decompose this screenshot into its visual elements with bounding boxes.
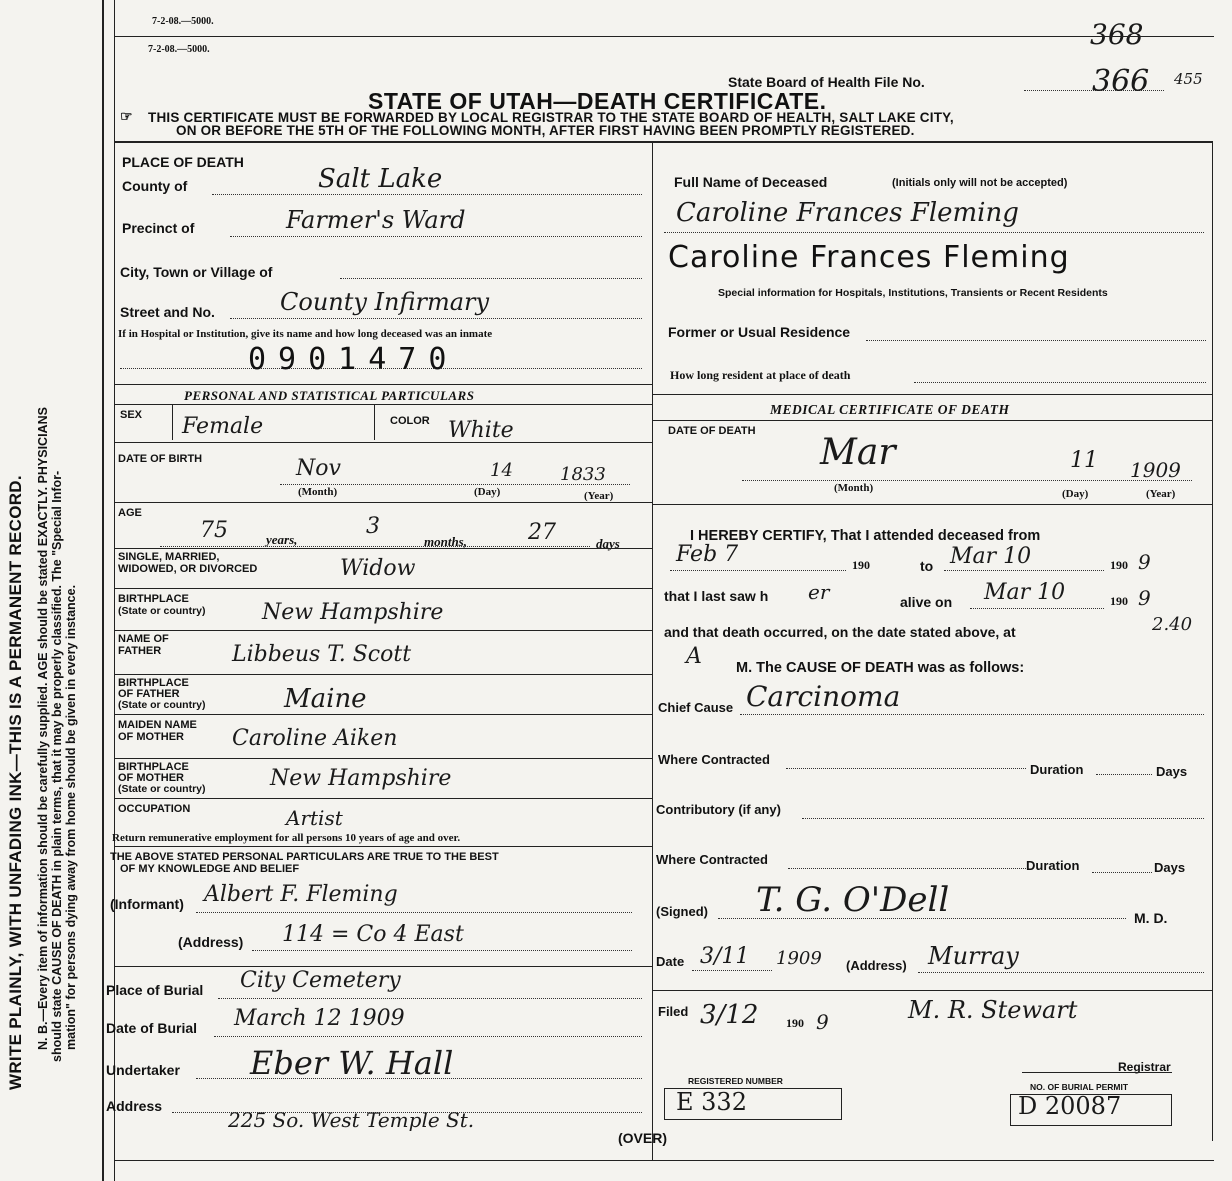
last-saw-line [970, 608, 1104, 609]
medical-top-rule [652, 394, 1212, 395]
informant-address: 114 = Co 4 East [282, 922, 464, 947]
age-years-caption: years, [266, 532, 298, 547]
sex-divider [172, 404, 173, 440]
city-line [340, 278, 642, 279]
undertaker: Eber W. Hall [250, 1044, 454, 1082]
burial-permit-label: NO. OF BURIAL PERMIT [1030, 1082, 1129, 1092]
mother-bp-label-3: (State or country) [118, 783, 206, 795]
father-value: Libbeus T. Scott [232, 642, 412, 667]
dob-day-caption: (Day) [474, 486, 501, 498]
physician-address-label: (Address) [846, 958, 907, 973]
header-top-rule [114, 36, 1214, 37]
main-grid-divider [652, 141, 653, 1161]
last-saw-label: that I last saw h [664, 588, 769, 604]
sign-year: 1909 [776, 948, 822, 969]
main-grid-right [1212, 141, 1213, 1141]
sidebar-line-3: should state CAUSE OF DEATH in plain terms, that it may be properly classified. The "Special Infor- [50, 470, 64, 1062]
precinct-value: Farmer's Ward [286, 206, 466, 234]
mother-bp-label-2: OF MOTHER [118, 772, 184, 784]
physician-signature: T. G. O'Dell [756, 880, 950, 920]
where-contracted-line-2 [788, 868, 1026, 869]
attend-from-line [670, 570, 846, 571]
age-label: AGE [118, 507, 142, 519]
last-saw-her: er [808, 580, 830, 604]
registrar-signature: M. R. Stewart [908, 996, 1078, 1024]
stamp-number: 0901470 [248, 342, 459, 377]
mother-label-2: OF MOTHER [118, 731, 184, 743]
signed-label: (Signed) [656, 904, 708, 919]
main-grid-top [114, 141, 1212, 143]
sign-date: 3/11 [700, 944, 750, 969]
age-years: 75 [200, 518, 228, 543]
father-label-2: FATHER [118, 645, 162, 657]
attend-from: Feb 7 [676, 542, 739, 567]
physician-address: Murray [928, 942, 1019, 970]
father-bp-label-2: OF FATHER [118, 688, 180, 700]
registered-number: E 332 [676, 1088, 747, 1116]
special-info-label: Special information for Hospitals, Institutions, Transients or Recent Residents [718, 287, 1108, 299]
death-date-line [742, 480, 1192, 481]
attend-to-label: to [920, 558, 934, 574]
medical-heading: MEDICAL CERTIFICATE OF DEATH [770, 402, 1010, 417]
father-bp-label-3: (State or country) [118, 699, 206, 711]
undertaker-address: 225 So. West Temple St. [228, 1108, 475, 1132]
file-number: 366 [1092, 64, 1150, 99]
full-name-line [664, 232, 1204, 233]
street-label: Street and No. [120, 304, 215, 320]
marital-label-1: SINGLE, MARRIED, [118, 551, 220, 563]
undertaker-label: Undertaker [106, 1062, 180, 1078]
am-pm: A [686, 644, 702, 669]
resident-label: How long resident at place of death [670, 368, 851, 382]
age-days: 27 [528, 520, 556, 545]
form-left-border [114, 0, 115, 1181]
death-year: 1909 [1130, 458, 1181, 482]
resident-line [914, 382, 1206, 383]
county-value: Salt Lake [318, 164, 443, 194]
sign-rule [652, 990, 1212, 991]
full-name-note: (Initials only will not be accepted) [892, 177, 1068, 189]
death-month-caption: (Month) [834, 482, 874, 494]
occupation-value: Artist [286, 806, 343, 830]
where-contracted-label-2: Where Contracted [656, 852, 768, 867]
former-residence-line [866, 340, 1206, 341]
attend-to: Mar 10 [950, 544, 1032, 569]
instruction-line-2: ON OR BEFORE THE 5TH OF THE FOLLOWING MONTH, AFTER FIRST HAVING BEEN PROMPTLY REGISTERED. [176, 123, 915, 138]
age-months: 3 [366, 514, 380, 539]
days-label-1: Days [1156, 764, 1188, 779]
occupation-label: OCCUPATION [118, 803, 191, 815]
attend-to-190: 190 [1110, 558, 1128, 572]
pointing-hand-icon: ☞ [120, 108, 133, 124]
registrar-label: Registrar [1118, 1060, 1171, 1074]
personal-top-rule [114, 384, 652, 385]
sex-rule [114, 442, 652, 443]
precinct-label: Precinct of [122, 220, 195, 236]
dob-month-caption: (Month) [298, 486, 338, 498]
father-bp-rule [114, 714, 652, 715]
contributory-label: Contributory (if any) [656, 802, 781, 817]
attest-line-1: THE ABOVE STATED PERSONAL PARTICULARS ARE TRUE TO THE BEST [110, 851, 499, 863]
registrar-rule [1022, 1072, 1172, 1073]
personal-heading: PERSONAL AND STATISTICAL PARTICULARS [184, 388, 475, 403]
last-saw-year: 9 [1138, 586, 1151, 610]
burial-permit: D 20087 [1018, 1092, 1122, 1120]
certificate-title: STATE OF UTAH—DEATH CERTIFICATE. [368, 88, 827, 114]
dob-month: Nov [296, 456, 341, 481]
street-line [230, 318, 642, 319]
former-residence-label: Former or Usual Residence [668, 324, 851, 340]
time-of-death: 2.40 [1152, 614, 1193, 635]
duration-label-2: Duration [1026, 858, 1080, 873]
informant-value: Albert F. Fleming [204, 882, 398, 907]
personal-heading-rule [114, 404, 652, 405]
death-date-label: DATE OF DEATH [668, 425, 756, 437]
mother-bp-rule [114, 798, 652, 799]
last-saw-date: Mar 10 [984, 580, 1066, 605]
print-code: 7-2-08.—5000. [148, 44, 210, 55]
physician-address-line [918, 972, 1204, 973]
burial-place: City Cemetery [240, 968, 401, 993]
dob-line [280, 484, 630, 485]
certify-text: I HEREBY CERTIFY, That I attended deceased from [690, 528, 1041, 544]
death-day-caption: (Day) [1062, 488, 1089, 500]
color-label: COLOR [390, 415, 430, 427]
mother-bp-label-1: BIRTHPLACE [118, 761, 189, 773]
mother-value: Caroline Aiken [232, 726, 398, 751]
file-number-label: State Board of Health File No. [728, 74, 925, 90]
where-contracted-label-1: Where Contracted [658, 752, 770, 767]
father-bp-value: Maine [284, 684, 367, 714]
sex-label: SEX [120, 409, 143, 421]
undertaker-address-label: Address [106, 1098, 163, 1114]
file-number-side: 455 [1174, 70, 1203, 88]
full-name-script: Caroline Frances Fleming [676, 198, 1019, 228]
where-contracted-line-1 [786, 768, 1026, 769]
death-date-rule [652, 504, 1212, 505]
father-label-1: NAME OF [118, 633, 169, 645]
burial-place-line [218, 998, 642, 999]
county-line [212, 194, 642, 195]
informant-address-label: (Address) [178, 934, 244, 950]
filed-year-suffix: 9 [816, 1010, 829, 1034]
father-rule [114, 674, 652, 675]
precinct-line [230, 236, 642, 237]
burial-date-line [214, 1036, 642, 1037]
chief-cause-label: Chief Cause [658, 700, 734, 715]
dob-label: DATE OF BIRTH [118, 453, 203, 465]
attest-line-2: OF MY KNOWLEDGE AND BELIEF [120, 863, 300, 875]
sidebar-line-4: mation" for persons dying away from home should be given in every instance. [64, 584, 78, 1050]
sex-value: Female [182, 414, 264, 439]
sidebar-line-2: N. B.—Every item of information should be carefully supplied. AGE should be stated EXACTLY. PHYSICIANS [36, 407, 50, 1050]
burial-date-label: Date of Burial [106, 1020, 198, 1036]
sign-date-label: Date [656, 954, 685, 969]
occupation-rule [114, 846, 652, 847]
burial-date: March 12 1909 [234, 1006, 405, 1031]
birthplace-label-1: BIRTHPLACE [118, 593, 189, 605]
marital-value: Widow [340, 556, 416, 581]
burial-place-label: Place of Burial [106, 982, 204, 998]
duration-line-2 [1092, 872, 1152, 873]
duration-line-1 [1096, 774, 1152, 775]
city-label: City, Town or Village of [120, 264, 273, 280]
filed-date: 3/12 [700, 1000, 759, 1030]
md-label: M. D. [1134, 910, 1168, 926]
duration-label-1: Duration [1030, 762, 1084, 777]
dob-year: 1833 [560, 464, 606, 485]
age-line [160, 546, 590, 547]
attend-to-year: 9 [1138, 550, 1151, 574]
sidebar-divider [102, 0, 104, 1181]
informant-label: (Informant) [110, 896, 184, 912]
medical-heading-rule [652, 420, 1212, 421]
county-label: County of [122, 178, 188, 194]
street-value: County Infirmary [280, 288, 490, 316]
filed-year-print: 190 [786, 1016, 804, 1030]
informant-line [196, 912, 632, 913]
death-day: 11 [1070, 448, 1098, 473]
place-heading: PLACE OF DEATH [122, 154, 244, 170]
last-saw-190: 190 [1110, 594, 1128, 608]
filed-label: Filed [658, 1004, 689, 1019]
birthplace-label-2: (State or country) [118, 605, 206, 617]
marital-rule [114, 588, 652, 589]
dob-year-caption: (Year) [584, 490, 614, 502]
birthplace-rule [114, 630, 652, 631]
print-code-top: 7-2-08.—5000. [152, 16, 214, 27]
hospital-note: If in Hospital or Institution, give its name and how long deceased was an inmate [118, 328, 493, 340]
mother-rule [114, 758, 652, 759]
dob-rule [114, 502, 652, 503]
sign-date-line [692, 970, 772, 971]
over-label: (OVER) [618, 1130, 667, 1146]
age-months-caption: months, [424, 534, 467, 549]
days-label-2: Days [1154, 860, 1186, 875]
death-month: Mar [820, 432, 896, 473]
sidebar-line-1: WRITE PLAINLY, WITH UNFADING INK—THIS IS A PERMANENT RECORD. [6, 475, 25, 1090]
full-name-print: Caroline Frances Fleming [668, 240, 1070, 275]
death-year-caption: (Year) [1146, 488, 1176, 500]
occupation-note: Return remunerative employment for all persons 10 years of age and over. [112, 832, 461, 844]
mother-bp-value: New Hampshire [270, 766, 452, 791]
color-value: White [448, 418, 514, 443]
dob-day: 14 [490, 460, 513, 481]
instruction-line-1: THIS CERTIFICATE MUST BE FORWARDED BY LOCAL REGISTRAR TO THE STATE BOARD OF HEALTH, SALT LAKE CITY, [148, 110, 954, 125]
alive-on-label: alive on [900, 594, 953, 610]
contributory-line [802, 818, 1204, 819]
file-number-top: 368 [1090, 18, 1144, 51]
informant-rule [114, 966, 652, 967]
cause-text: M. The CAUSE OF DEATH was as follows: [736, 660, 1025, 676]
registered-number-label: REGISTERED NUMBER [688, 1076, 783, 1086]
chief-cause: Carcinoma [746, 680, 901, 713]
bottom-rule [114, 1160, 1214, 1161]
chief-cause-line [740, 714, 1204, 715]
birthplace-value: New Hampshire [262, 600, 444, 625]
age-rule [114, 548, 652, 549]
informant-address-line [252, 950, 632, 951]
color-divider [374, 404, 375, 440]
age-days-caption: days [596, 536, 620, 551]
marital-label-2: WIDOWED, OR DIVORCED [118, 563, 258, 575]
mother-label-1: MAIDEN NAME [118, 719, 197, 731]
occurred-text: and that death occurred, on the date stated above, at [664, 624, 1016, 640]
attend-to-line [944, 570, 1104, 571]
attend-from-190: 190 [852, 558, 870, 572]
full-name-label: Full Name of Deceased [674, 174, 828, 190]
father-bp-label-1: BIRTHPLACE [118, 677, 189, 689]
